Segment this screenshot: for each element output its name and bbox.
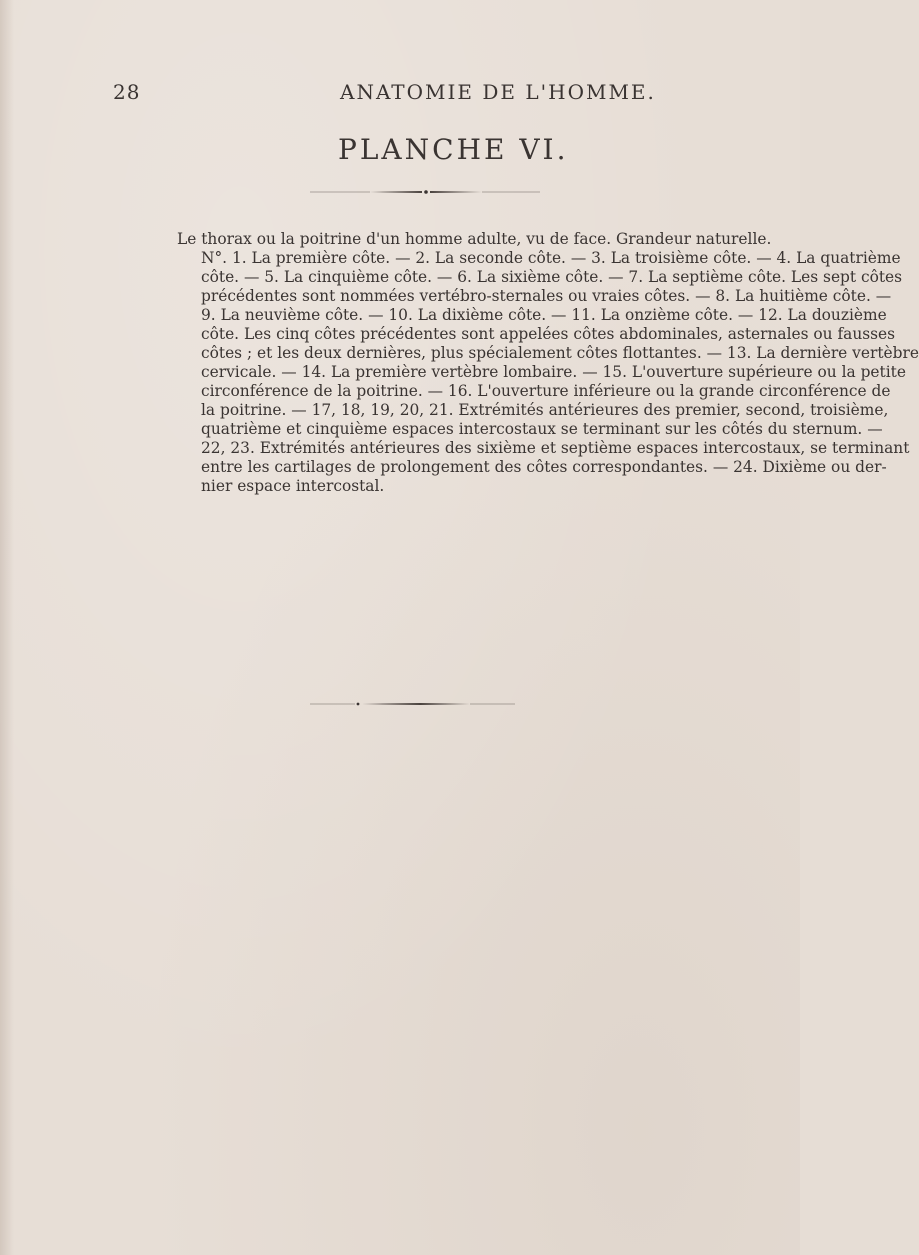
description-line: quatrième et cinquième espaces intercostaux se terminant sur les côtés du sternum. —	[201, 420, 883, 438]
description-line: côtes ; et les deux dernières, plus spécialement côtes flottantes. — 13. La dernière vertèbre	[201, 344, 919, 362]
page-number: 28	[113, 80, 141, 104]
description-line: côte. — 5. La cinquième côte. — 6. La sixième côte. — 7. La septième côte. Les sept côtes	[201, 268, 903, 286]
ornamental-rule-bottom	[310, 701, 515, 707]
plate-description	[177, 230, 919, 496]
page-edge-shadow	[0, 0, 14, 1255]
description-line: Le thorax ou la poitrine d'un homme adulte, vu de face. Grandeur naturelle.	[177, 230, 772, 248]
description-line: la poitrine. — 17, 18, 19, 20, 21. Extrémités antérieures des premier, second, troisième,	[201, 401, 889, 419]
plate-title: PLANCHE VI.	[338, 133, 569, 166]
description-line: précédentes sont nommées vertébro-sternales ou vraies côtes. — 8. La huitième côte. —	[201, 287, 892, 305]
description-line: entre les cartilages de prolongement des côtes correspondantes. — 24. Dixième ou der-	[201, 458, 887, 476]
running-head: ANATOMIE DE L'HOMME.	[340, 80, 656, 104]
description-line: nier espace intercostal.	[201, 477, 385, 495]
description-line: 22, 23. Extrémités antérieures des sixième et septième espaces intercostaux, se terminant	[201, 439, 910, 457]
description-line: circonférence de la poitrine. — 16. L'ouverture inférieure ou la grande circonférence de	[201, 382, 891, 400]
description-line: côte. Les cinq côtes précédentes sont appelées côtes abdominales, asternales ou fausses	[201, 325, 896, 343]
description-line: 9. La neuvième côte. — 10. La dixième côte. — 11. La onzième côte. — 12. La douzième	[201, 306, 887, 324]
ornamental-rule-top	[310, 189, 540, 195]
description-line: N°. 1. La première côte. — 2. La seconde côte. — 3. La troisième côte. — 4. La quatrième	[201, 249, 901, 267]
description-line: cervicale. — 14. La première vertèbre lombaire. — 15. L'ouverture supérieure ou la petite	[201, 363, 906, 381]
